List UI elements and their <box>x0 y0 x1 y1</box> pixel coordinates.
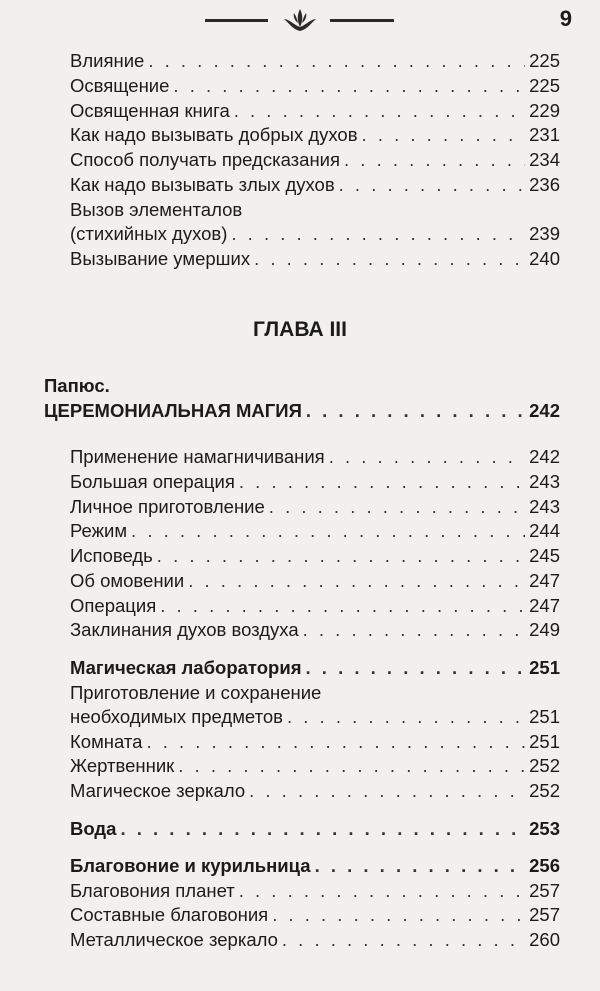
toc-entry <box>70 543 560 569</box>
toc-entry <box>70 927 560 953</box>
toc-entry-page: 243 <box>529 496 560 517</box>
toc-entry-title: Личное приготовление <box>70 496 265 517</box>
toc-entry <box>70 73 560 99</box>
toc-entry-page: 244 <box>529 520 560 541</box>
leader-dots <box>173 73 525 99</box>
leader-dots <box>306 655 526 681</box>
toc-entry-title: Металлическое зеркало <box>70 929 278 950</box>
toc-entry <box>70 246 560 272</box>
toc-entry <box>70 753 560 779</box>
toc-entry <box>70 704 560 730</box>
toc-entry-title: ЦЕРЕМОНИАЛЬНАЯ МАГИЯ <box>44 400 302 421</box>
toc-entry-page: 242 <box>529 446 560 467</box>
leader-dots <box>160 593 525 619</box>
leader-dots <box>148 48 525 74</box>
toc-entry <box>70 729 560 755</box>
leader-dots <box>239 469 525 495</box>
toc-entry <box>70 122 560 148</box>
leader-dots <box>157 543 525 569</box>
leader-dots <box>146 729 525 755</box>
toc-entry-page: 242 <box>529 400 560 421</box>
leader-dots <box>303 617 526 643</box>
toc-entry-page: 251 <box>529 731 560 752</box>
leader-dots <box>306 398 525 424</box>
leader-dots <box>315 853 526 879</box>
toc-entry-page: 231 <box>529 124 560 145</box>
leader-dots <box>131 518 525 544</box>
toc-entry-page: 247 <box>529 570 560 591</box>
toc-entry <box>70 444 560 470</box>
leader-dots <box>249 778 525 804</box>
toc-entry-page: 247 <box>529 595 560 616</box>
toc-entry-page: 243 <box>529 471 560 492</box>
toc-entry-title: Об омовении <box>70 570 185 591</box>
toc-entry-page: 251 <box>529 706 560 727</box>
leader-dots <box>344 147 525 173</box>
chapter-author: Папюс. <box>44 375 110 396</box>
toc-entry <box>70 617 560 643</box>
leader-dots <box>231 221 525 247</box>
toc-entry-page: 225 <box>529 75 560 96</box>
toc-entry-page: 249 <box>529 619 560 640</box>
toc-entry <box>70 147 560 173</box>
toc-entry-title: Большая операция <box>70 471 235 492</box>
toc-entry <box>70 469 560 495</box>
toc-entry-page: 260 <box>529 929 560 950</box>
toc-entry-page: 245 <box>529 545 560 566</box>
toc-entry-page: 252 <box>529 755 560 776</box>
leader-dots <box>188 568 525 594</box>
toc-entry-page: 229 <box>529 100 560 121</box>
leader-dots <box>339 172 525 198</box>
leader-dots <box>272 902 525 928</box>
leader-dots <box>282 927 525 953</box>
toc-entry-title: Освящение <box>70 75 170 96</box>
toc-entry-title: необходимых предметов <box>70 706 283 727</box>
toc-entry <box>70 778 560 804</box>
toc-entry-page: 234 <box>529 149 560 170</box>
toc-entry-page: 253 <box>529 818 560 839</box>
toc-entry-title: Как надо вызывать злых духов <box>70 174 335 195</box>
toc-entry <box>70 48 560 74</box>
leader-dots <box>239 878 525 904</box>
header-rule-left <box>205 19 268 22</box>
toc-entry-page: 251 <box>529 657 560 678</box>
toc-entry-title: Комната <box>70 731 143 752</box>
toc-entry-bold <box>70 853 560 879</box>
toc-entry-page: 257 <box>529 880 560 901</box>
toc-entry-title: (стихийных духов) <box>70 223 228 244</box>
fleur-ornament-icon <box>280 5 320 35</box>
toc-entry-bold <box>70 816 560 842</box>
toc-entry-title: Благовоние и курильница <box>70 855 311 876</box>
toc-entry <box>70 518 560 544</box>
toc-entry-title: Жертвенник <box>70 755 175 776</box>
toc-entry-title: Способ получать предсказания <box>70 149 341 170</box>
leader-dots <box>254 246 525 272</box>
toc-entry-page: 252 <box>529 780 560 801</box>
toc-entry <box>70 878 560 904</box>
page-number: 9 <box>559 6 572 31</box>
leader-dots <box>120 816 525 842</box>
chapter-heading <box>44 398 560 424</box>
toc-entry-page: 239 <box>529 223 560 244</box>
toc-entry-title: Вода <box>70 818 117 839</box>
leader-dots <box>269 494 525 520</box>
toc-entry-title: Операция <box>70 595 157 616</box>
toc-entry-title-line1: Вызов элементалов <box>70 199 243 220</box>
toc-entry-title-line1: Приготовление и сохранение <box>70 682 322 703</box>
toc-entry <box>70 568 560 594</box>
toc-entry-title: Заклинания духов воздуха <box>70 619 299 640</box>
toc-entry-title: Режим <box>70 520 128 541</box>
toc-entry <box>70 221 560 247</box>
toc-entry-page: 236 <box>529 174 560 195</box>
toc-entry-bold <box>70 655 560 681</box>
toc-entry <box>70 494 560 520</box>
toc-entry <box>70 98 560 124</box>
page-header <box>0 0 600 40</box>
leader-dots <box>287 704 525 730</box>
toc-entry <box>70 593 560 619</box>
toc-entry-title: Благовония планет <box>70 880 235 901</box>
toc-entry-title: Магическое зеркало <box>70 780 246 801</box>
toc-entry <box>70 902 560 928</box>
toc-entry-title: Исповедь <box>70 545 153 566</box>
toc-entry <box>70 172 560 198</box>
toc-entry-title: Как надо вызывать добрых духов <box>70 124 358 145</box>
leader-dots <box>362 122 526 148</box>
toc-entry-page: 225 <box>529 50 560 71</box>
toc-entry-title: Магическая лаборатория <box>70 657 302 678</box>
header-rule-right <box>330 19 394 22</box>
toc-entry-title: Составные благовония <box>70 904 269 925</box>
toc-entry-title: Влияние <box>70 50 145 71</box>
toc-entry-page: 257 <box>529 904 560 925</box>
leader-dots <box>178 753 525 779</box>
leader-dots <box>234 98 525 124</box>
leader-dots <box>329 444 525 470</box>
toc-entry-title: Применение намагничивания <box>70 446 325 467</box>
toc-entry-title: Освященная книга <box>70 100 230 121</box>
toc-entry-page: 240 <box>529 248 560 269</box>
toc-entry-title: Вызывание умерших <box>70 248 251 269</box>
toc-entry-page: 256 <box>529 855 560 876</box>
chapter-title: ГЛАВА III <box>253 318 347 341</box>
